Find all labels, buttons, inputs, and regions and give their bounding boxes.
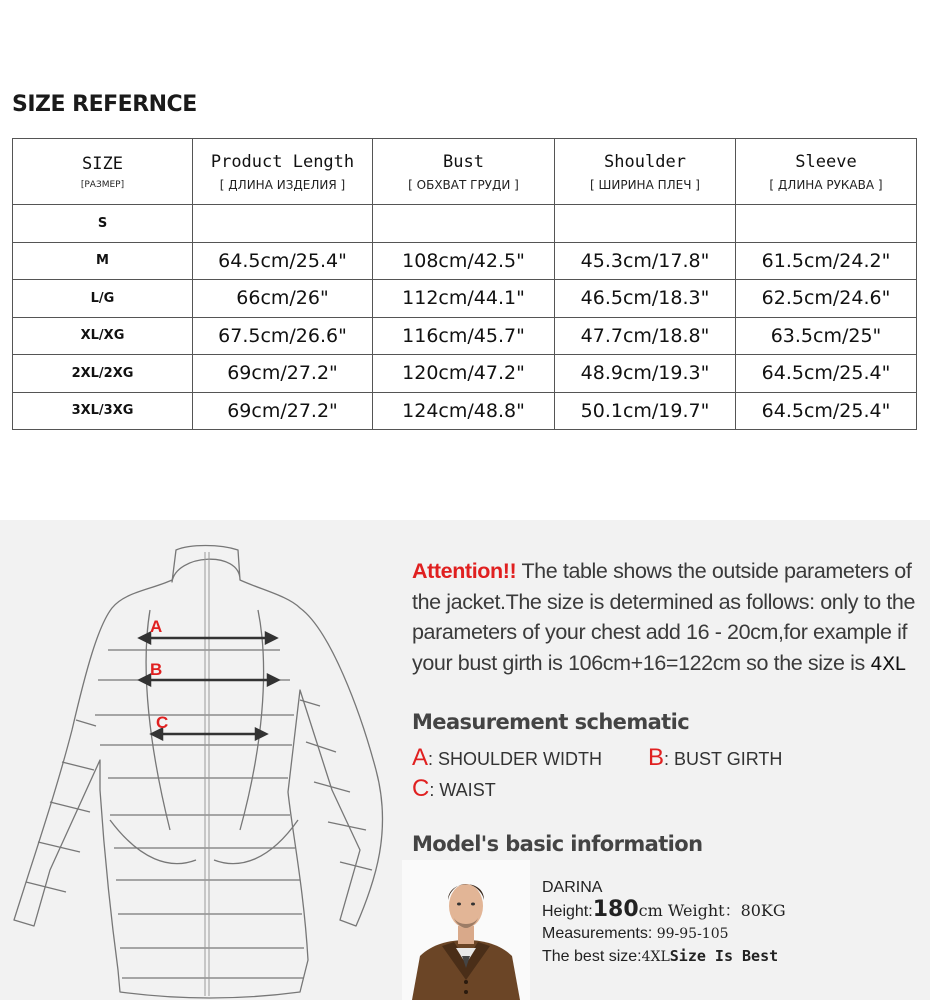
shoulder-cell: 45.3cm/17.8" — [555, 242, 736, 280]
legend-item-waist: C: WAIST — [412, 775, 496, 802]
header-bust: Bust [ ОБХВАТ ГРУДИ ] — [373, 139, 555, 205]
zipper — [205, 552, 209, 996]
header-size: SIZE [РАЗМЕР] — [13, 139, 193, 205]
legend-item-bust-girth: B: BUST GIRTH — [648, 744, 783, 771]
attention-label: Attention!! — [412, 559, 517, 583]
legend-item-shoulder-width: A: SHOULDER WIDTH — [412, 744, 603, 771]
header-shoulder: Shoulder [ ШИРИНА ПЛЕЧ ] — [555, 139, 736, 205]
size-cell: M — [13, 242, 193, 280]
size-cell: L/G — [13, 280, 193, 318]
model-details — [542, 877, 786, 968]
shoulder-cell — [555, 205, 736, 243]
schematic-title: Measurement schematic — [412, 710, 690, 734]
measurement-info-section — [0, 520, 930, 1000]
attention-paragraph — [412, 556, 924, 679]
product-length-cell — [193, 205, 373, 243]
size-cell: XL/XG — [13, 317, 193, 355]
size-cell: 2XL/2XG — [13, 355, 193, 393]
model-measurements: Measurements: 99-95-105 — [542, 925, 729, 942]
jacket-outline — [14, 580, 383, 998]
model-photo — [402, 860, 530, 1000]
attention-text: The table shows the outside parameters of the jacket.The size is determined as follows: only to the parameters of your chest add 16 - 20cm,for example if your bust girth is 106cm+16=122cm so the size is — [412, 559, 916, 675]
shoulder-cell: 47.7cm/18.8" — [555, 317, 736, 355]
bust-cell: 124cm/48.8" — [373, 392, 555, 430]
attention-size: 4XL — [870, 652, 905, 675]
sleeve-cell: 64.5cm/25.4" — [736, 392, 917, 430]
table-row — [13, 280, 917, 318]
bust-cell: 116cm/45.7" — [373, 317, 555, 355]
model-name: DARINA — [542, 879, 603, 896]
table-row — [13, 355, 917, 393]
sleeve-cell: 64.5cm/25.4" — [736, 355, 917, 393]
sleeve-cell: 61.5cm/24.2" — [736, 242, 917, 280]
model-portrait-image — [402, 860, 530, 1000]
product-length-cell: 66cm/26" — [193, 280, 373, 318]
product-length-cell: 69cm/27.2" — [193, 355, 373, 393]
bust-cell — [373, 205, 555, 243]
shoulder-cell: 50.1cm/19.7" — [555, 392, 736, 430]
size-table — [12, 138, 917, 430]
shoulder-cell: 48.9cm/19.3" — [555, 355, 736, 393]
diagram-label-b: B — [150, 660, 163, 679]
product-length-cell: 64.5cm/25.4" — [193, 242, 373, 280]
page-title: SIZE REFERNCE — [12, 92, 197, 117]
jacket-collar — [172, 546, 240, 583]
model-best-size: The best size:4XLSize Is Best — [542, 947, 779, 965]
model-info-title: Model's basic information — [412, 832, 703, 856]
sleeve-cell: 63.5cm/25" — [736, 317, 917, 355]
sleeve-cell — [736, 205, 917, 243]
sleeve-cell: 62.5cm/24.6" — [736, 280, 917, 318]
table-header-row — [13, 139, 917, 205]
shoulder-cell: 46.5cm/18.3" — [555, 280, 736, 318]
product-length-cell: 67.5cm/26.6" — [193, 317, 373, 355]
diagram-label-c: C — [156, 713, 169, 732]
header-sleeve: Sleeve [ ДЛИНА РУКАВА ] — [736, 139, 917, 205]
size-cell: 3XL/3XG — [13, 392, 193, 430]
size-cell: S — [13, 205, 193, 243]
table-row — [13, 205, 917, 243]
attention-note — [412, 556, 924, 679]
model-height-weight: Height:180cm Weight：80KG — [542, 897, 786, 922]
table-row — [13, 242, 917, 280]
bust-cell: 108cm/42.5" — [373, 242, 555, 280]
bust-cell: 120cm/47.2" — [373, 355, 555, 393]
diagram-label-a: A — [150, 617, 163, 636]
jacket-schematic-drawing — [0, 530, 400, 1000]
table-row — [13, 317, 917, 355]
table-row — [13, 392, 917, 430]
product-length-cell: 69cm/27.2" — [193, 392, 373, 430]
header-product-length: Product Length [ ДЛИНА ИЗДЕЛИЯ ] — [193, 139, 373, 205]
bust-cell: 112cm/44.1" — [373, 280, 555, 318]
